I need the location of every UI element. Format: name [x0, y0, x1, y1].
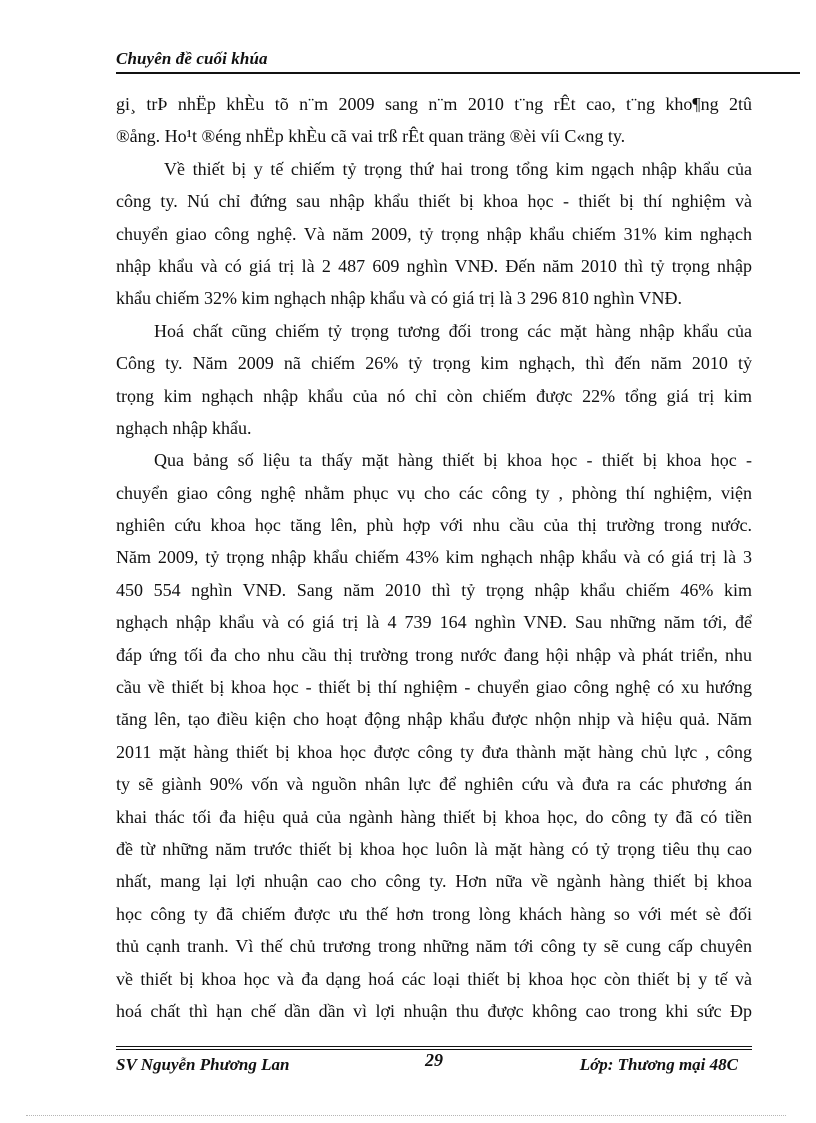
text-line: khẩu chiếm 32% kim nghạch nhập khẩu và có giá trị là 3 296 810 nghìn VNĐ. [116, 288, 683, 309]
text-line: thủ cạnh tranh. Vì thế chủ trương trong những năm tới công ty sẽ cung cấp chuyên [116, 936, 752, 957]
text-line: về thiết bị khoa học và đa dạng hoá các loại thiết bị khoa học còn thiết bị y tế và [116, 968, 752, 989]
text-line: đề từ những năm trước thiết bị khoa học luôn là mặt hàng có tỷ trọng tiêu thụ cao [116, 838, 752, 859]
page-bottom-border [26, 1115, 786, 1116]
text-line: chuyển giao công nghệ nhằm phục vụ cho các công ty , phòng thí nghiệm, viện [116, 482, 752, 503]
text-line: hoá chất thì hạn chế dần dần vì lợi nhuận thu được không cao trong khi sức Đp [116, 1000, 752, 1021]
text-line: 2011 mặt hàng thiết bị khoa học được công ty đưa thành mặt hàng chủ lực , công [116, 741, 752, 762]
paragraph [116, 153, 752, 315]
text-line: tăng lên, tạo điều kiện cho hoạt động nhập khẩu được nhộn nhịp và hiệu quả. Năm [116, 709, 752, 730]
text-line: nghạch nhập khẩu. [116, 417, 252, 438]
page-footer [116, 1046, 752, 1076]
body-text [116, 88, 752, 1027]
student-name: SV Nguyễn Phương Lan [116, 1055, 290, 1074]
text-line: công ty. Nú chỉ đứng sau nhập khẩu thiết bị khoa học - thiết bị thí nghiệm và [116, 191, 752, 212]
text-line: nghạch nhập khẩu và có giá trị là 4 739 164 nghìn VNĐ. Sau những năm tới, để [116, 612, 752, 633]
footer-divider [116, 1046, 752, 1047]
text-line: khai thác tối đa hiệu quả của ngành hàng thiết bị khoa học, do công ty đã có tiền [116, 806, 752, 827]
text-line: ®ång. Ho¹t ®éng nhËp khÈu cã vai trß rÊt quan träng ®èi víi C«ng ty. [116, 126, 626, 147]
text-line: nhất, mang lại lợi nhuận cao cho công ty. Hơn nữa về ngành hàng thiết bị khoa [116, 871, 752, 892]
text-line: Qua bảng số liệu ta thấy mặt hàng thiết bị khoa học - thiết bị khoa học - [154, 450, 752, 471]
text-line: Về thiết bị y tế chiếm tỷ trọng thứ hai trong tổng kim ngạch nhập khẩu của [164, 158, 752, 179]
text-line: ty sẽ giành 90% vốn và nguồn nhân lực để nghiên cứu và đưa ra các phương án [116, 774, 752, 795]
text-line: Năm 2009, tỷ trọng nhập khẩu chiếm 43% kim nghạch nhập khẩu và có giá trị là 3 [116, 547, 752, 568]
text-line: Công ty. Năm 2009 nã chiếm 26% tỷ trọng kim nghạch, thì đến năm 2010 tỷ [116, 353, 752, 374]
page-header [116, 47, 800, 74]
text-line: 450 554 nghìn VNĐ. Sang năm 2010 thì tỷ trọng nhập khẩu chiếm 46% kim [116, 579, 752, 600]
page-number: 29 [425, 1050, 443, 1070]
text-line: cầu về thiết bị khoa học - thiết bị thí nghiệm - chuyển giao công nghệ có xu hướng [116, 677, 752, 698]
paragraph [116, 444, 752, 1027]
text-line: gi¸ trÞ nhËp khÈu tõ n¨m 2009 sang n¨m 2010 t¨ng rÊt cao, t¨ng kho¶ng 2tû [116, 94, 752, 114]
document-title: Chuyên đề cuối khúa [116, 49, 268, 68]
text-line: Hoá chất cũng chiếm tỷ trọng tương đối trong các mặt hàng nhập khẩu của [154, 320, 752, 341]
paragraph [116, 315, 752, 445]
paragraph [116, 88, 752, 153]
text-line: nhập khẩu và có giá trị là 2 487 609 nghìn VNĐ. Đến năm 2010 thì tỷ trọng nhập [116, 255, 752, 276]
class-label: Lớp: Thương mại 48C [579, 1055, 738, 1074]
text-line: học công ty đã chiếm được ưu thế hơn trong lòng khách hàng so với mét sè đối [116, 903, 752, 924]
text-line: nghiên cứu khoa học tăng lên, phù hợp với nhu cầu của thị trường trong nước. [116, 515, 752, 536]
text-line: đáp ứng tối đa cho nhu cầu thị trường trong nước đang hội nhập và phát triển, nhu [116, 644, 752, 665]
text-line: trọng kim nghạch nhập khẩu của nó chỉ còn chiếm được 22% tổng giá trị kim [116, 385, 752, 406]
text-line: chuyển giao công nghệ. Và năm 2009, tỷ trọng nhập khẩu chiếm 31% kim nghạch [116, 223, 752, 244]
